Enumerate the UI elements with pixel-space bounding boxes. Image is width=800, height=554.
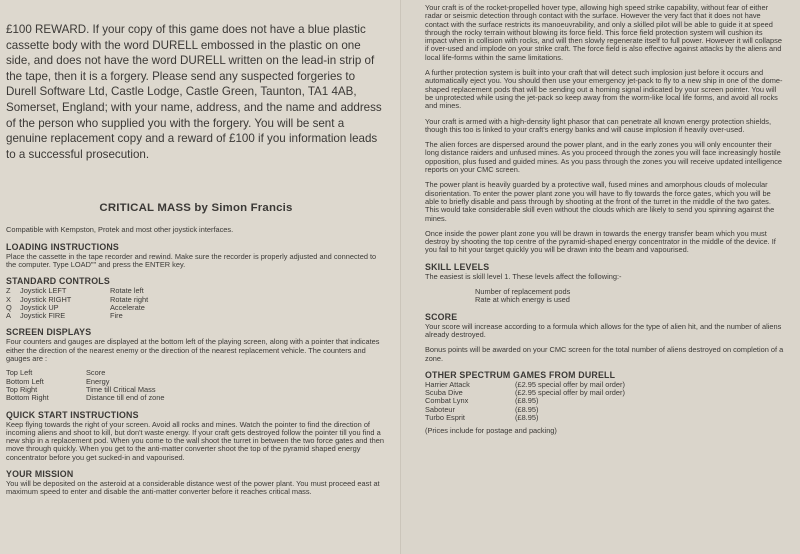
prices-note: (Prices include for postage and packing) xyxy=(425,426,557,436)
screen-heading: SCREEN DISPLAYS xyxy=(6,327,92,338)
skill-heading: SKILL LEVELS xyxy=(425,261,490,272)
game-price: (£2.95 special offer by mail order) xyxy=(515,388,625,398)
game-name: Harrier Attack xyxy=(425,379,470,389)
power-plant-paragraph: The power plant is heavily guarded by a protective wall, fused mines and amorphous clouds of molecular disorientation. To enter the power plant zone you will have to fly towards the force gates, which you will be able to briefly disable and pass through by shooting at the front of the turret in the middle of the two gates. This would take considerable skill even without the clouds which are likely to send you spinning against the mines. xyxy=(425,180,775,223)
control-key: A xyxy=(6,311,11,321)
quick-start-text: Keep flying towards the right of your screen. Avoid all rocks and mines. Watch the pointer to find the direction of incoming aliens and shoot to kill, but don't waste energy. If your craft gets destroyed follow the pointer till you find a new ship in a replacement pod. When you come to the wall shoot the turret in between the two force gates and then move through quickly. When you get to the anti-matter converter shoot the top of the pyramid shaped energy concentrator before you get sucked-in and vapourised. xyxy=(6,419,384,462)
control-action: Rotate left xyxy=(110,286,144,296)
gauge-label: Score xyxy=(86,368,106,378)
score-heading: SCORE xyxy=(425,311,458,322)
skill-item: Number of replacement pods xyxy=(475,287,571,297)
gauge-position: Top Right xyxy=(6,384,38,394)
game-price: (£8.95) xyxy=(515,396,539,406)
gauge-position: Top Left xyxy=(6,368,33,378)
control-joystick: Joystick LEFT xyxy=(20,286,67,296)
plant-zone-paragraph: Once inside the power plant zone you will be drawn in towards the energy transfer beam which you must destroy by shooting the top centre of the pyramid-shaped energy concentrator in the middle of the device. If you fail to hit your target quickly you will be drawn into the beam and vapourised. xyxy=(425,228,776,255)
loading-text: Place the cassette in the tape recorder and rewind. Make sure the recorder is properly adjusted and connected to the computer. Type LOAD"" and press the ENTER key. xyxy=(6,251,377,269)
game-name: Saboteur xyxy=(425,404,455,414)
alien-forces-paragraph: The alien forces are dispersed around the power plant, and in the early zones you will only encounter their long distance raiders and unfused mines. As you proceed through the zones you will face increasingly hostile opposition, plus fused and guided mines. As you pass through the zones you will receive updated intelligence reports on your CMC screen. xyxy=(425,140,783,175)
quick-start-heading: QUICK START INSTRUCTIONS xyxy=(6,409,139,420)
screen-text: Four counters and gauges are displayed at the bottom left of the playing screen, along with a pointer that indicates either the direction of the nearest enemy or the direction of the nearest replacement vehicle. The counters and gauges are : xyxy=(6,337,380,364)
right-page xyxy=(400,0,800,554)
game-price: (£8.95) xyxy=(515,404,539,414)
gauge-label: Time till Critical Mass xyxy=(86,384,156,394)
skill-item: Rate at which energy is used xyxy=(475,295,570,305)
gauge-label: Energy xyxy=(86,376,110,386)
gauge-position: Bottom Right xyxy=(6,393,49,403)
weapon-paragraph: Your craft is armed with a high-density light phasor that can penetrate all known energy protection shields, though this too is linked to your craft's energy banks and will cause implosion if heavily over-used. xyxy=(425,116,772,134)
mission-heading: YOUR MISSION xyxy=(6,468,74,479)
control-action: Accelerate xyxy=(110,302,145,312)
game-name: Turbo Esprit xyxy=(425,412,465,422)
game-name: Combat Lynx xyxy=(425,396,469,406)
gauges-table xyxy=(6,369,386,402)
control-joystick: Joystick FIRE xyxy=(20,311,66,321)
bonus-text: Bonus points will be awarded on your CMC screen for the total number of aliens destroyed on completion of a zone. xyxy=(425,345,784,363)
craft-paragraph: Your craft is of the rocket-propelled hover type, allowing high speed strike capability, without fear of either radar or seismic detection through contact with the surface. However the very fact that it does not have contact with the surface restricts its manoeuvrability, and only a skilled pilot will be able to guide it at speed through the rocky terrain without blowing its force field. This force field protection system will cushion its impact when in collision with rocks, and will then slowly regenerate itself to full power. However it will collapse if over-used and implode on your strike craft. The force field is also effective against attacks by the aliens and local life-forms within the same limitations. xyxy=(425,3,782,62)
control-action: Rotate right xyxy=(110,294,149,304)
other-games-heading: OTHER SPECTRUM GAMES FROM DURELL xyxy=(425,369,616,380)
control-action: Fire xyxy=(110,311,123,321)
control-key: X xyxy=(6,294,11,304)
game-name: Scuba Dive xyxy=(425,388,463,398)
score-text: Your score will increase according to a formula which allows for the type of alien hit, and the number of aliens already destroyed. xyxy=(425,321,782,339)
mission-text: You will be deposited on the asteroid at a considerable distance west of the power plant. You must proceed east at maximum speed to enter and disable the anti-matter converter before it reaches critical mass. xyxy=(6,478,380,497)
skill-text: The easiest is skill level 1. These levels affect the following:- xyxy=(425,271,622,281)
game-price: (£8.95) xyxy=(515,412,539,422)
control-joystick: Joystick RIGHT xyxy=(20,294,72,304)
control-key: Z xyxy=(6,286,11,296)
controls-heading: STANDARD CONTROLS xyxy=(6,276,110,287)
control-joystick: Joystick UP xyxy=(20,302,59,312)
controls-table xyxy=(6,287,386,320)
game-price: (£2.95 special offer by mail order) xyxy=(515,379,625,389)
control-key: Q xyxy=(6,302,12,312)
gauge-position: Bottom Left xyxy=(6,376,44,386)
game-title: CRITICAL MASS by Simon Francis xyxy=(99,202,293,215)
reward-notice: £100 REWARD. If your copy of this game does not have a blue plastic cassette body with the word DURELL embossed in the plastic on one side, and does not have the word DURELL written on the lead-in strip of the tape, then it is a forgery. Please send any suspected forgeries to Durell Software Ltd, Castle Lodge, Castle Green, Taunton, TA1 4AB, Somerset, England; with your name, address, and the name and address of the person who supplied you with the forgery. You will be sent a genuine replacement copy and a reward of £100 if you information leads to a successful prosecution. xyxy=(6,23,382,161)
gauge-label: Distance till end of zone xyxy=(86,393,165,403)
loading-heading: LOADING INSTRUCTIONS xyxy=(6,241,119,252)
games-table xyxy=(425,381,786,422)
protection-paragraph: A further protection system is built into your craft that will detect such implosion just before it occurs and automatically eject you. You should then use your emergency jet-pack to fly to a new ship in one of the dome-shaped replacement pods that will be sending out a homing signal indicated by your screen pointer. You will be unprotected while using the jet-pack so keep away from the worm-like local life forms, and avoid all rocks and mines. xyxy=(425,68,783,111)
compatibility-note: Compatible with Kempston, Protek and most other joystick interfaces. xyxy=(6,225,234,235)
skill-list xyxy=(475,288,786,305)
